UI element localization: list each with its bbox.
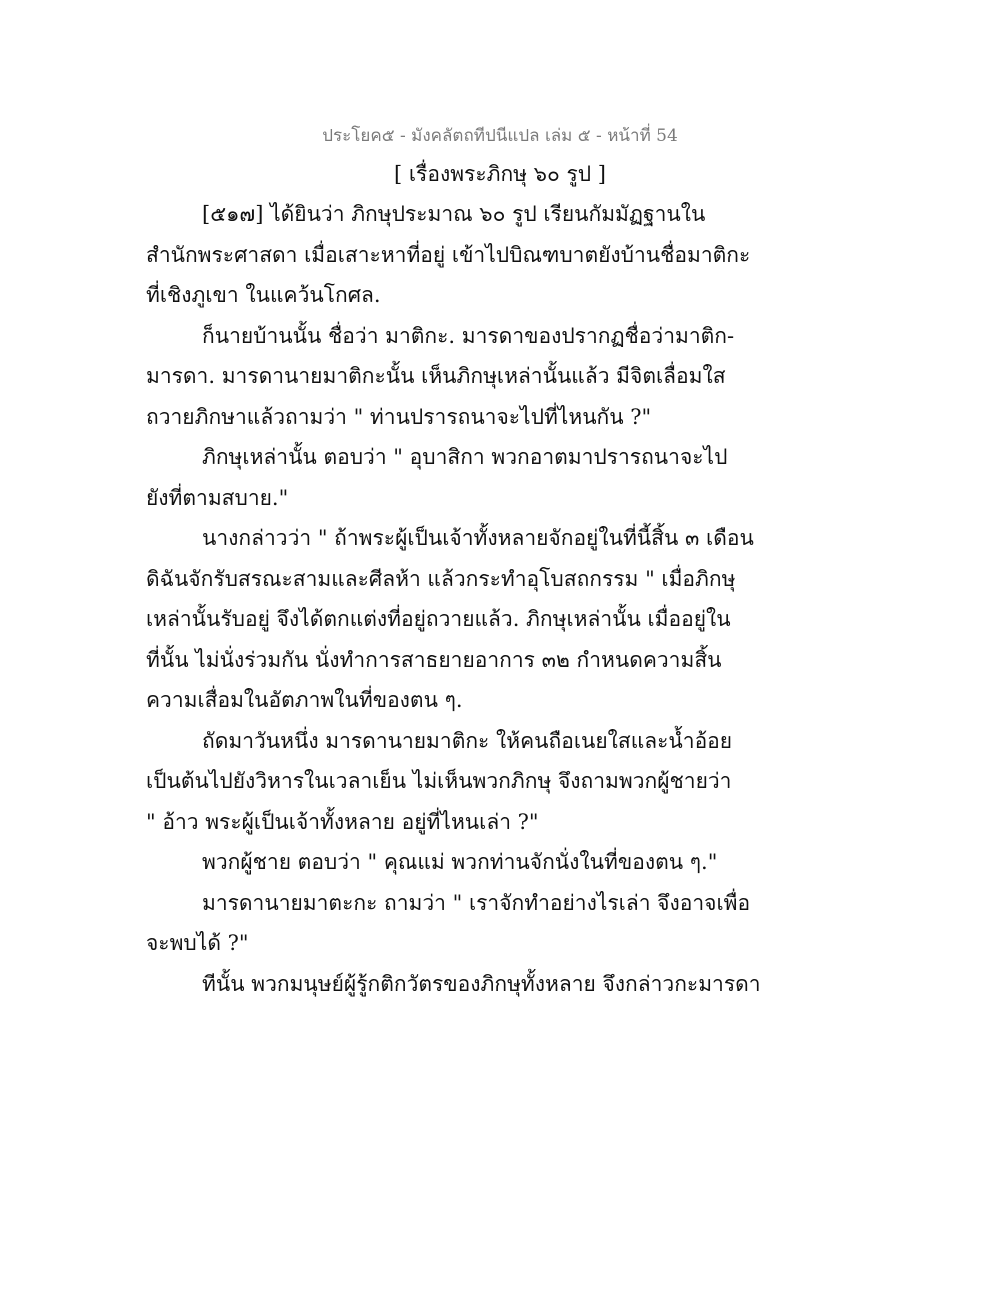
text-line: [๕๑๗] ได้ยินว่า ภิกษุประมาณ ๖๐ รูป เรียนกัมมัฏฐานใน <box>202 202 706 226</box>
text-line: ถัดมาวันหนึ่ง มารดานายมาติกะ ให้คนถือเนยใสและน้ำอ้อย <box>202 728 733 753</box>
text-line: ความเสื่อมในอัตภาพในที่ของตน ๆ. <box>146 688 463 712</box>
text-line: จะพบได้ ?" <box>146 931 249 955</box>
text-line: ก็นายบ้านนั้น ชื่อว่า มาติกะ. มารดาของปรากฏชื่อว่ามาติก- <box>202 323 735 348</box>
text-line: ดิฉันจักรับสรณะสามและศีลห้า แล้วกระทำอุโบสถกรรม " เมื่อภิกษุ <box>146 566 736 591</box>
text-line: นางกล่าวว่า " ถ้าพระผู้เป็นเจ้าทั้งหลายจักอยู่ในที่นี้สิ้น ๓ เดือน <box>202 526 754 550</box>
text-line: " อ้าว พระผู้เป็นเจ้าทั้งหลาย อยู่ที่ไหนเล่า ?" <box>146 809 539 834</box>
text-line: ภิกษุเหล่านั้น ตอบว่า " อุบาสิกา พวกอาตมาปรารถนาจะไป <box>202 445 728 469</box>
running-header-text: ประโยค๕ - มังคลัตถทีปนีแปล เล่ม ๕ - หน้าที่ 54 <box>322 126 678 146</box>
document-body <box>146 194 761 1004</box>
text-line: ที่นั้น ไม่นั่งร่วมกัน นั่งทำการสาธยายอาการ ๓๒ กำหนดความสิ้น <box>146 647 722 672</box>
text-line: ทีนั้น พวกมนุษย์ผู้รู้กติกวัตรของภิกษุทั้งหลาย จึงกล่าวกะมารดา <box>202 971 761 996</box>
story-title: [ เรื่องพระภิกษุ ๖๐ รูป ] <box>394 162 606 186</box>
running-header <box>0 122 1000 149</box>
text-line: มารดา. มารดานายมาติกะนั้น เห็นภิกษุเหล่านั้นแล้ว มีจิตเลื่อมใส <box>146 364 726 388</box>
text-line: เป็นต้นไปยังวิหารในเวลาเย็น ไม่เห็นพวกภิกษุ จึงถามพวกผู้ชายว่า <box>146 769 732 793</box>
text-line: เหล่านั้นรับอยู่ จึงได้ตกแต่งที่อยู่ถวายแล้ว. ภิกษุเหล่านั้น เมื่ออยู่ใน <box>146 607 731 631</box>
text-line: ยังที่ตามสบาย." <box>146 485 289 510</box>
text-line: ที่เชิงภูเขา ในแคว้นโกศล. <box>146 283 381 307</box>
text-line: มารดานายมาตะกะ ถามว่า " เราจักทำอย่างไรเล่า จึงอาจเพื่อ <box>202 890 751 915</box>
text-line: พวกผู้ชาย ตอบว่า " คุณแม่ พวกท่านจักนั่งในที่ของตน ๆ." <box>202 850 718 874</box>
text-line: สำนักพระศาสดา เมื่อเสาะหาที่อยู่ เข้าไปบิณฑบาตยังบ้านชื่อมาติกะ <box>146 242 751 267</box>
text-line: ถวายภิกษาแล้วถามว่า " ท่านปรารถนาจะไปที่ไหนกัน ?" <box>146 404 652 429</box>
